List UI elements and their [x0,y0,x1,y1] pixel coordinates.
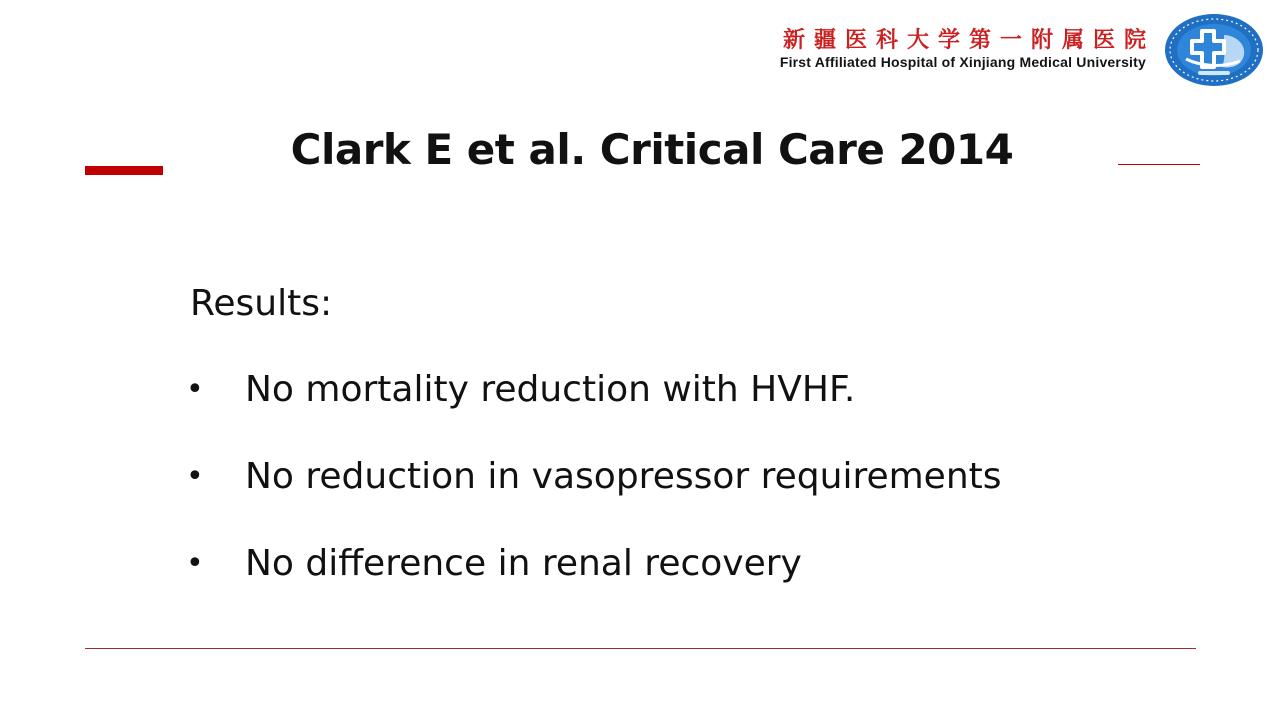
bullet-icon: • [186,459,204,494]
bullet-text: No reduction in vasopressor requirements [245,456,1002,497]
section-heading: Results: [190,283,333,324]
bullet-icon: • [186,546,204,581]
hospital-logo-icon [1164,13,1264,87]
hospital-name-english: First Affiliated Hospital of Xinjiang Medical University [779,54,1146,70]
bullet-text: No difference in renal recovery [245,543,802,584]
hospital-branding [656,26,1155,70]
bullet-icon: • [186,372,204,407]
footer-divider [85,648,1196,649]
bullet-text: No mortality reduction with HVHF. [245,369,856,410]
title-accent-bar [85,166,163,175]
slide-title: Clark E et al. Critical Care 2014 [290,125,1014,174]
title-accent-line [1118,164,1200,165]
hospital-name-chinese: 新疆医科大学第一附属医院 [782,27,1155,53]
